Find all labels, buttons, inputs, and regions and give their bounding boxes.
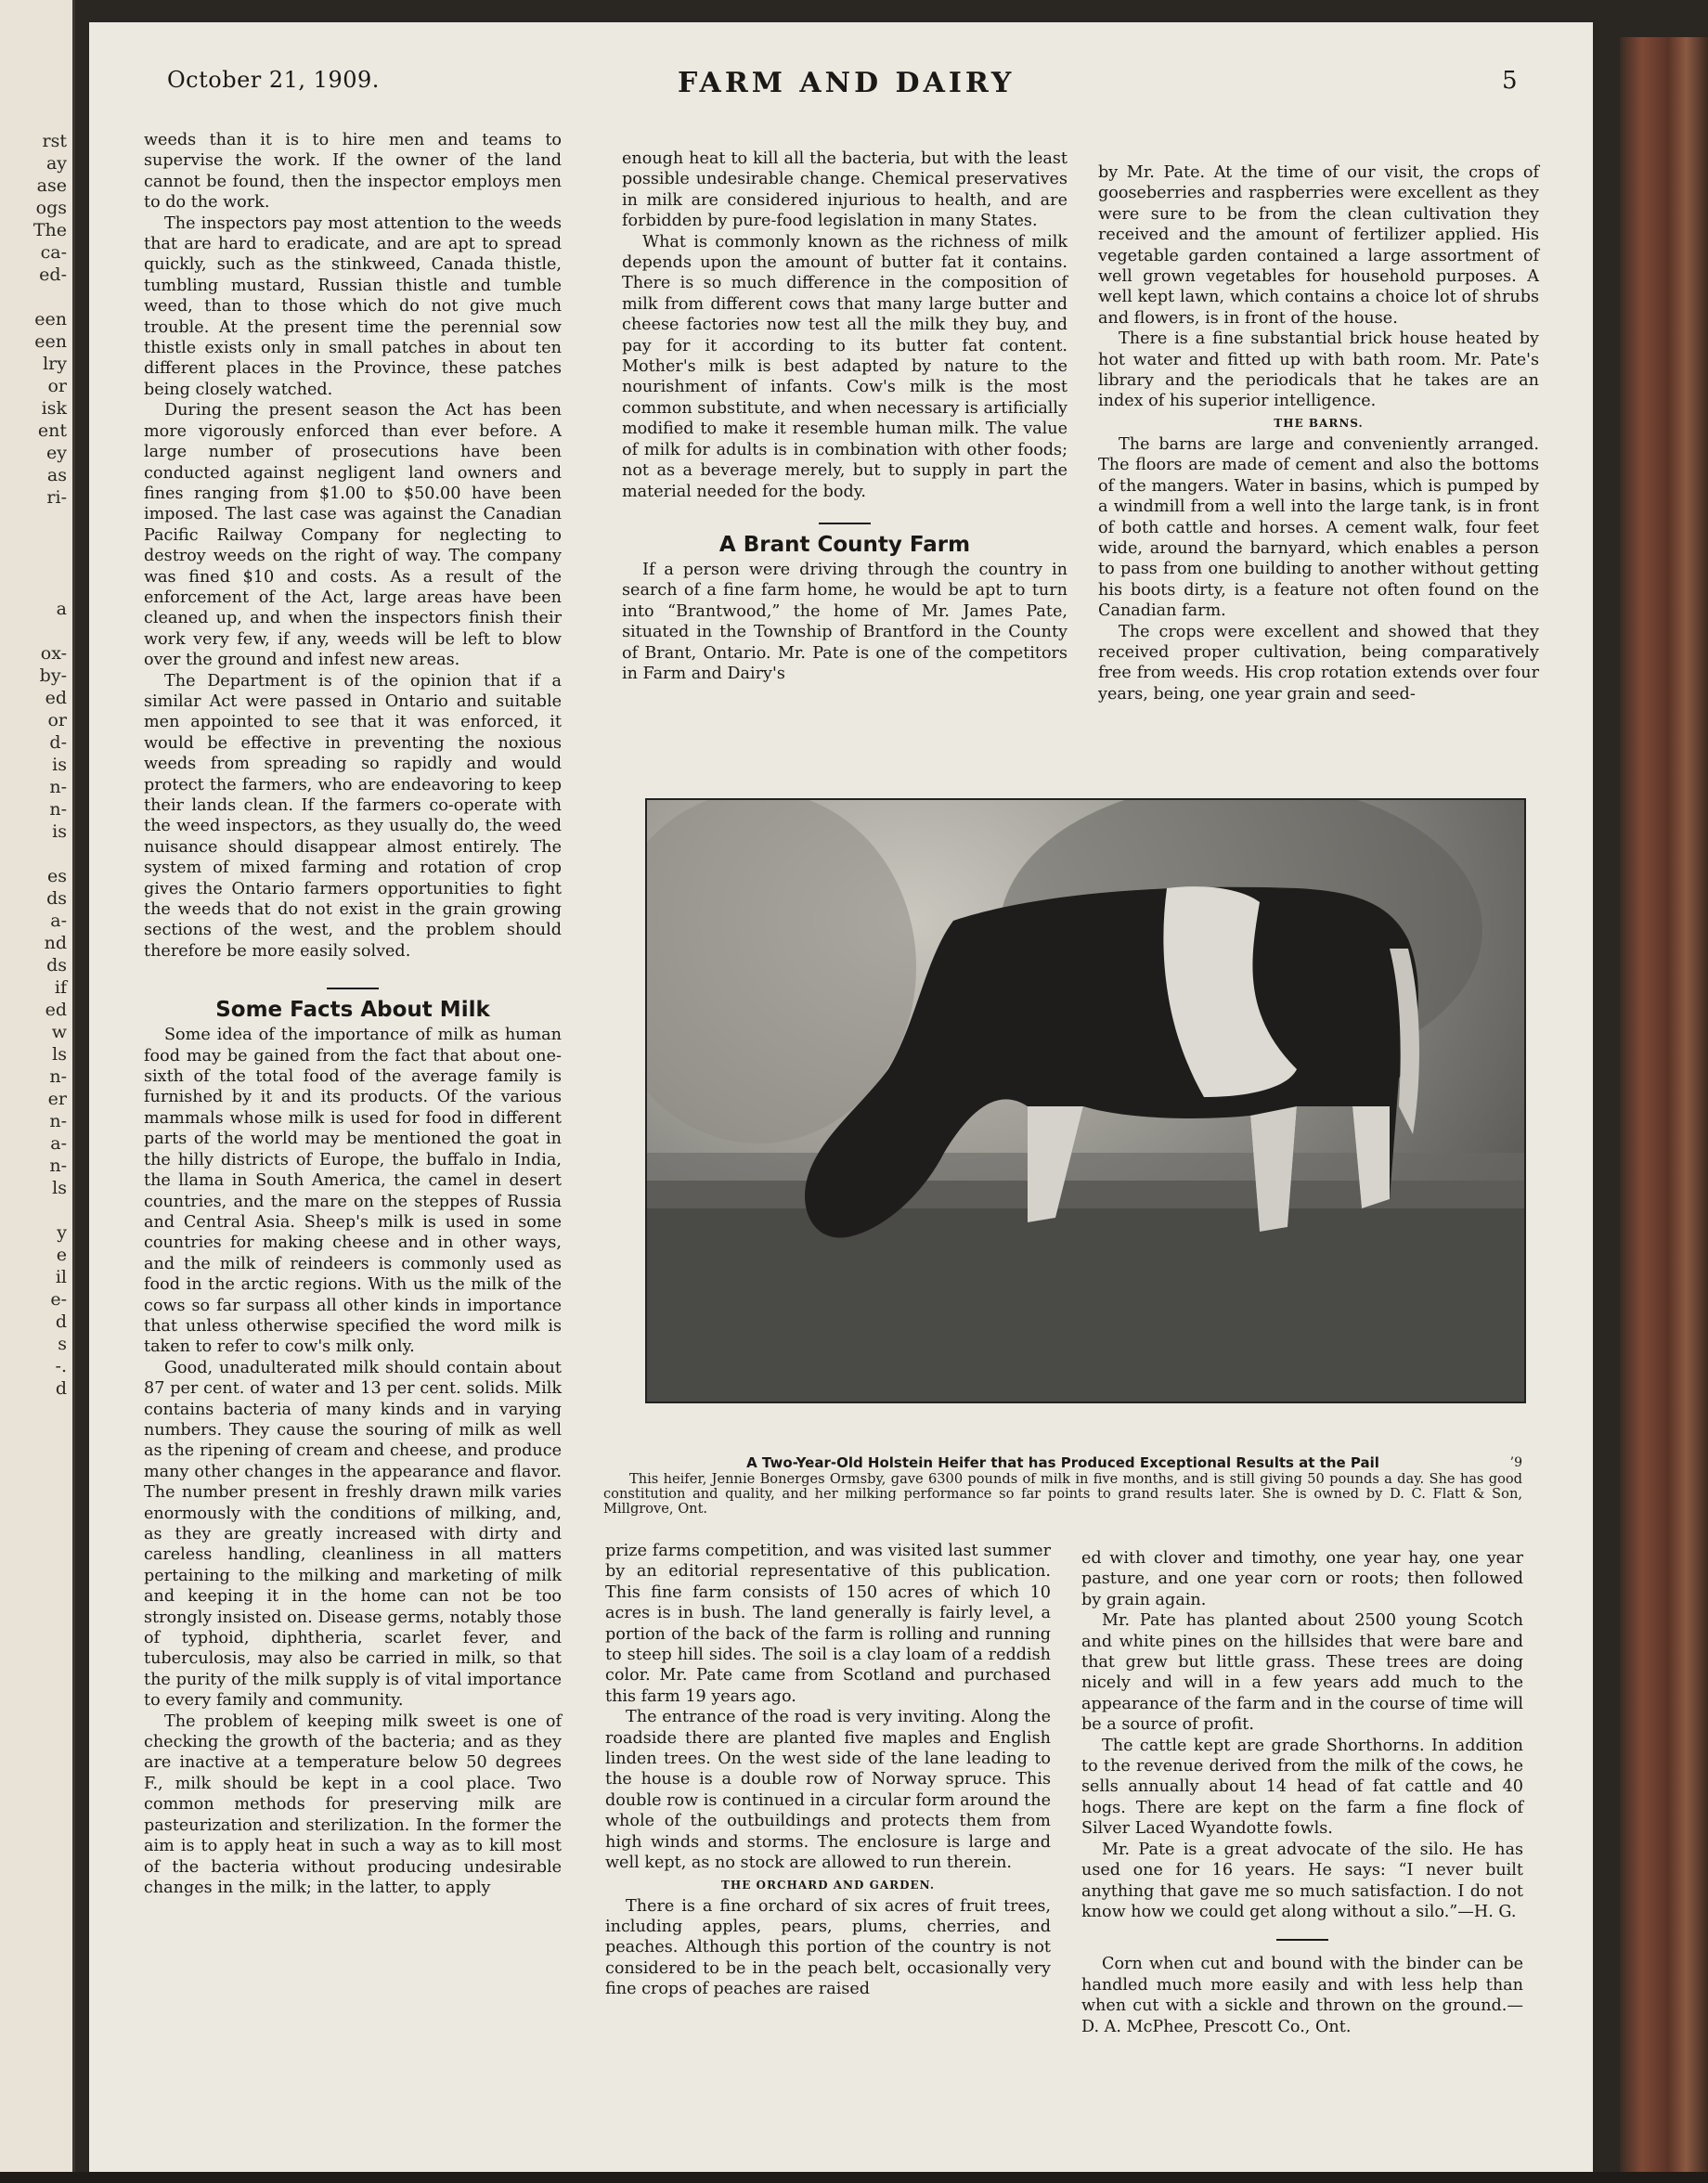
- book-binding: [1620, 37, 1708, 2183]
- page-number: 5: [1502, 67, 1518, 95]
- paragraph: During the present season the Act has been more vigorously enforced than ever before. A large number of prosecutions have been conducted against negligent land owners and fines ranging from $1.00 to $50.00 have been imposed. The last case was against the Canadian Pacific Railway Company for neglecting to destroy weeds on the right of way. The company was fined $10 and costs. As a result of the enforcement of the Act, large areas have been cleaned up, and when the inspectors finish their work very few, if any, weeds will be left to blow over the ground and infest new areas.: [144, 401, 562, 670]
- paragraph: Mr. Pate has planted about 2500 young Scotch and white pines on the hillsides that were bare and that grew but little grass. These trees are doing nicely and will in a few years add much to the appearance of the farm and in the course of time will be a source of profit.: [1081, 1611, 1523, 1735]
- paragraph: What is commonly known as the richness of milk depends upon the amount of butter fat it contains. There is so much difference in the composition of milk from different cows that many large butter and cheese factories now test all the milk they buy, and pay for it according to its butter fat content. Mother's milk is best adapted by nature to the nourishment of infants. Cow's milk is the most common substitute, and when necessary is artificially modified to make it resemble human milk. The value of milk for adults is in combination with other foods; not as a beverage merely, but to supply in part the material needed for the body.: [622, 232, 1068, 501]
- section-rule: [1276, 1939, 1328, 1941]
- paragraph: Good, unadulterated milk should contain about 87 per cent. of water and 13 per cent. solids. Milk contains bacteria of many kinds and in varying numbers. They cause the souring of milk as well as the ripening of cream and cheese, and produce many other changes in the appearance and flavor. The number present in freshly drawn milk varies enormously with the conditions of milking, and, as they are greatly increased with dirty and careless handling, cleanliness in all matters pertaining to the milking and marketing of milk and keeping it in the home can not be too strongly insisted on. Disease germs, notably those of typhoid, diphtheria, scarlet fever, and tuberculosis, may also be carried in milk, so that the purity of the milk supply is of vital importance to every family and community.: [144, 1358, 562, 1711]
- previous-page-edge: [0, 0, 75, 2183]
- paragraph: Mr. Pate is a great advocate of the silo. He has used one for 16 years. He says: “I never built anything that gave me so much satisfaction. I do not know how we could get along without a silo.”—H. G.: [1081, 1840, 1523, 1921]
- caption-corner-mark: ’9: [1509, 1455, 1522, 1470]
- article-column-3: [1098, 162, 1539, 704]
- article-column-2: [622, 149, 1068, 684]
- issue-date: October 21, 1909.: [167, 67, 380, 93]
- paragraph: There is a fine substantial brick house heated by hot water and fitted up with bath room. Mr. Pate's library and the periodicals that he takes are an index of his superior intelligence.: [1098, 329, 1539, 411]
- holstein-heifer-photo: [645, 798, 1526, 1403]
- scan-bottom-edge: [0, 2172, 1708, 2183]
- paragraph: enough heat to kill all the bacteria, but with the least possible undesirable change. Chemical preservatives in milk are considered injurious to health, and are forbidden by pure-food legislation in many States.: [622, 149, 1068, 231]
- article-column-3-continued: [1081, 1548, 1523, 2037]
- article-heading: Some Facts About Milk: [215, 998, 490, 1023]
- subheading: THE BARNS.: [1274, 416, 1364, 430]
- paragraph: by Mr. Pate. At the time of our visit, the crops of gooseberries and raspberries were excellent as they were sure to be from the clean cultivation they received and the amount of fertilizer applied. His vegetable garden contained a large assortment of well grown vegetables for household purposes. A well kept lawn, which contains a choice lot of shrubs and flowers, is in front of the house.: [1098, 163, 1539, 328]
- masthead-title: FARM AND DAIRY: [678, 67, 1016, 99]
- section-rule: [327, 988, 379, 989]
- article-column-1: [144, 130, 562, 1898]
- paragraph: Some idea of the importance of milk as human food may be gained from the fact that about one-sixth of the total food of the average family is furnished by it and its products. Of the various mammals whose milk is used for food in different parts of the world may be mentioned the goat in the hilly districts of Europe, the buffalo in India, the llama in South America, the camel in desert countries, and the mare on the steppes of Russia and Central Asia. Sheep's milk is used in some countries for making cheese and in other ways, and the milk of reindeers is commonly used as food in the arctic regions. With us the milk of the cows so far surpass all other kinds in importance that unless otherwise specified the word milk is taken to refer to cow's milk only.: [144, 1026, 562, 1357]
- paragraph: The barns are large and conveniently arranged. The floors are made of cement and also the bottoms of the mangers. Water in basins, which is pumped by a windmill from a well into the large tank, is in front of both cattle and horses. A cement walk, four feet wide, around the barnyard, which enables a person to pass from one building to another without getting his boots dirty, is a feature not often found on the Canadian farm.: [1098, 434, 1539, 621]
- paragraph: The inspectors pay most attention to the weeds that are hard to eradicate, and are apt to spread quickly, such as the stinkweed, Canada thistle, tumbling mustard, Russian thistle and tumble weed, than to those which do not give much trouble. At the present time the perennial sow thistle exists only in small patches in about ten different places in the Province, these patches being closely watched.: [144, 213, 562, 399]
- margin-stub-text: rst ay ase ogs The ca- ed- een een lry or isk ent ey as ri- a ox- by- ed or d- is n- n- is es ds a- nd ds if ed w ls n- er n- a- n- ls y e il e- d s -. d: [32, 131, 67, 1399]
- paragraph: Corn when cut and bound with the binder can be handled much more easily and with less help than when cut with a sickle and thrown on the ground.—D. A. McPhee, Prescott Co., Ont.: [1081, 1955, 1523, 2036]
- section-rule: [819, 523, 871, 524]
- paragraph: prize farms competition, and was visited last summer by an editorial representative of this publication. This fine farm consists of 150 acres of which 10 acres is in bush. The land generally is fairly level, a portion of the back of the farm is rolling and running to steep hill sides. The soil is a clay loam of a reddish color. Mr. Pate came from Scotland and purchased this farm 19 years ago.: [605, 1542, 1051, 1706]
- article-heading: A Brant County Farm: [718, 532, 971, 557]
- subheading: THE ORCHARD AND GARDEN.: [720, 1878, 936, 1892]
- caption-text: This heifer, Jennie Bonerges Ormsby, gave 6300 pounds of milk in five months, and is still giving 50 pounds a day. She has good constitution and quality, and her milking performance so far points to grand results later. She is owned by D. C. Flatt & Son, Millgrove, Ont.: [603, 1471, 1522, 1517]
- photo-caption: [603, 1455, 1522, 1517]
- paragraph: weeds than it is to hire men and teams to supervise the work. If the owner of the land cannot be found, then the inspector employs men to do the work.: [144, 131, 562, 213]
- paragraph: If a person were driving through the country in search of a fine farm home, he would be apt to turn into “Brantwood,” the home of Mr. James Pate, situated in the Township of Brantford in the County of Brant, Ontario. Mr. Pate is one of the competitors in Farm and Dairy's: [622, 560, 1068, 683]
- paragraph: The cattle kept are grade Shorthorns. In addition to the revenue derived from the milk of the cows, he sells annually about 14 head of fat cattle and 40 hogs. There are kept on the farm a fine flock of Silver Laced Wyandotte fowls.: [1081, 1736, 1523, 1839]
- paragraph: There is a fine orchard of six acres of fruit trees, including apples, pears, plums, cherries, and peaches. Although this portion of the country is not considered to be in the peach belt, occasionally very fine crops of peaches are raised: [605, 1896, 1051, 1999]
- paragraph: The problem of keeping milk sweet is one of checking the growth of the bacteria; and as they are inactive at a temperature below 50 degrees F., milk should be kept in a cool place. Two common methods for preserving milk are pasteurization and sterilization. In the former the aim is to apply heat in such a way as to kill most of the bacteria without producing undesirable changes in the milk; in the latter, to apply: [144, 1712, 562, 1897]
- paragraph: The crops were excellent and showed that they received proper cultivation, being comparatively free from weeds. His crop rotation extends over four years, being, one year grain and seed-: [1098, 622, 1539, 704]
- caption-title: A Two-Year-Old Holstein Heifer that has Produced Exceptional Results at the Pail: [746, 1454, 1379, 1471]
- paragraph: The entrance of the road is very inviting. Along the roadside there are planted five maples and English linden trees. On the west side of the lane leading to the house is a double row of Norway spruce. This double row is continued in a circular form around the whole of the outbuildings and protects them from high winds and storms. The enclosure is large and well kept, as no stock are allowed to run therein.: [605, 1708, 1051, 1873]
- paragraph: The Department is of the opinion that if a similar Act were passed in Ontario and suitable men appointed to see that it was enforced, it would be effective in preventing the noxious weeds from spreading so rapidly and would protect the farmers, who are endeavoring to keep their lands clean. If the farmers co-operate with the weed inspectors, as they usually do, the weed nuisance should disappear almost entirely. The system of mixed farming and rotation of crop gives the Ontario farmers opportunities to fight the weeds that do not exist in the grain growing sections of the west, and the problem should therefore be more easily solved.: [144, 671, 562, 961]
- cow-illustration: [647, 800, 1524, 1402]
- paragraph: ed with clover and timothy, one year hay, one year pasture, and one year corn or roots; then followed by grain again.: [1081, 1549, 1523, 1609]
- article-column-2-continued: [605, 1541, 1051, 2000]
